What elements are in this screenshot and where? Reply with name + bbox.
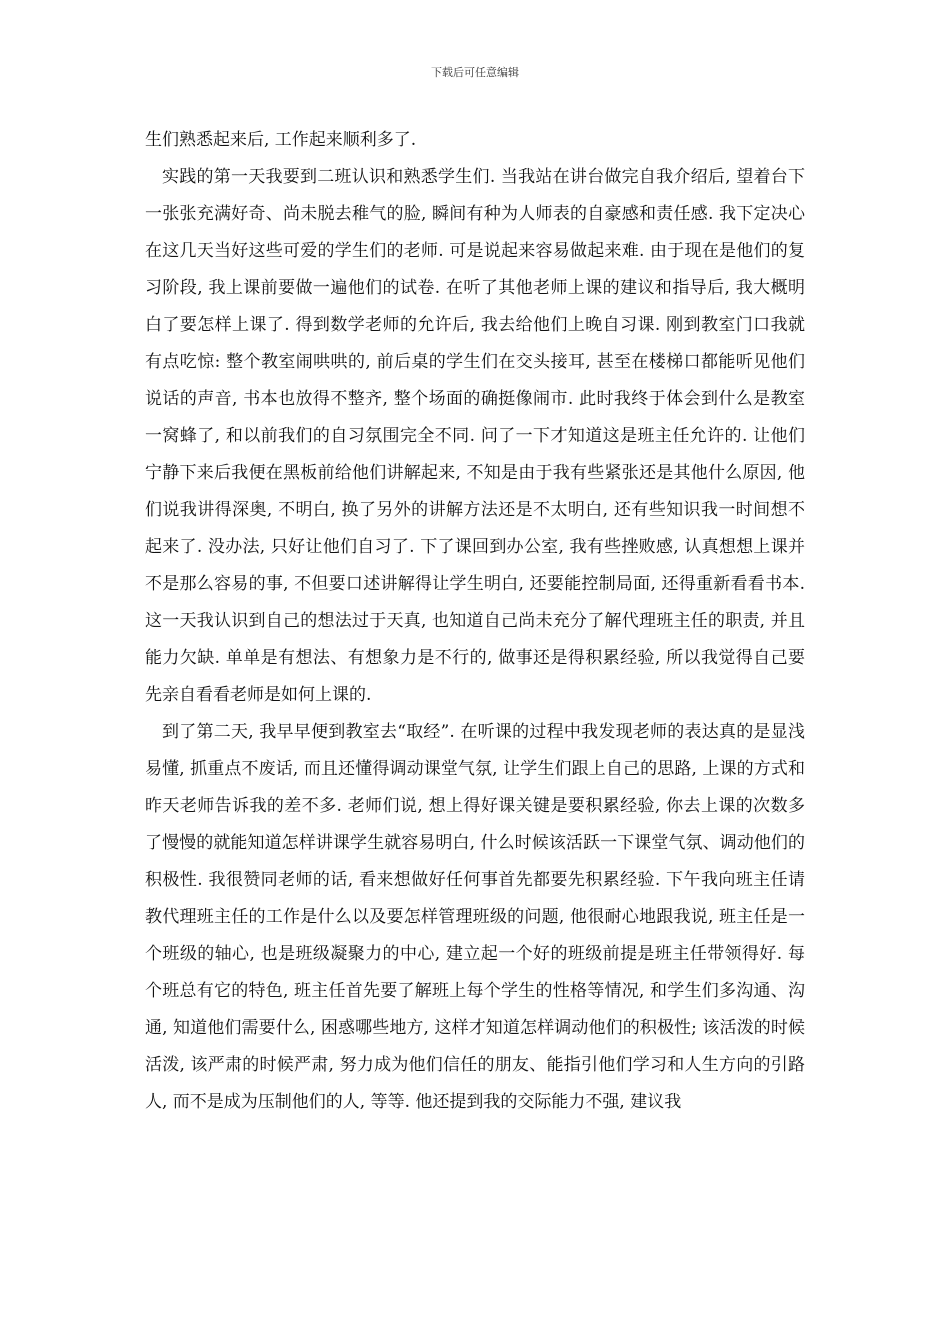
page-header: 下载后可任意编辑: [431, 66, 519, 79]
paragraph-second-day: 到了第二天, 我早早便到教室去“取经”. 在听课的过程中我发现老师的表达真的是显浅易懂, 抓重点不废话, 而且还懂得调动课堂气氛, 让学生们跟上自己的思路, 上课的方式和昨天老师告诉我的差不多. 老师们说, 想上得好课关键是要积累经验, 你去上课的次数多了慢慢的就能知道怎样讲课学生就容易明白, 什么时候该活跃一下课堂气氛、调动他们的积极性. 我很赞同老师的话, 看来想做好任何事首先都要先积累经验. 下午我向班主任请教代理班主任的工作是什么以及要怎样管理班级的问题, 他很耐心地跟我说, 班主任是一个班级的轴心, 也是班级凝聚力的中心, 建立起一个好的班级前提是班主任带领得好. 每个班总有它的特色, 班主任首先要了解班上每个学生的性格等情况, 和学生们多沟通、沟通, 知道他们需要什么, 困惑哪些地方, 这样才知道怎样调动他们的积极性; 该活泼的时候活泼, 该严肃的时候严肃, 努力成为他们信任的朋友、能指引他们学习和人生方向的引路人, 而不是成为压制他们的人, 等等. 他还提到我的交际能力不强, 建议我: [145, 722, 805, 1112]
paragraph-first-day: 实践的第一天我要到二班认识和熟悉学生们. 当我站在讲台做完自我介绍后, 望着台下一张张充满好奇、尚未脱去稚气的脸, 瞬间有种为人师表的自豪感和责任感. 我下定决心在这几天当好这些可爱的学生们的老师. 可是说起来容易做起来难. 由于现在是他们的复习阶段, 我上课前要做一遍他们的试卷. 在听了其他老师上课的建议和指导后, 我大概明白了要怎样上课了. 得到数学老师的允许后, 我去给他们上晚自习课. 刚到教室门口我就有点吃惊: 整个教室闹哄哄的, 前后桌的学生们在交头接耳, 甚至在楼梯口都能听见他们说话的声音, 书本也放得不整齐, 整个场面的确挺像闹市. 此时我终于体会到什么是教室一窝蜂了, 和以前我们的自习氛围完全不同. 问了一下才知道这是班主任允许的. 让他们宁静下来后我便在黑板前给他们讲解起来, 不知是由于我有些紧张还是其他什么原因, 他们说我讲得深奥, 不明白, 换了另外的讲解方法还是不太明白, 还有些知识我一时间想不起来了. 没办法, 只好让他们自习了. 下了课回到办公室, 我有些挫败感, 认真想想上课并不是那么容易的事, 不但要口述讲解得让学生明白, 还要能控制局面, 还得重新看看书本. 这一天我认识到自己的想法过于天真, 也知道自己尚未充分了解代理班主任的职责, 并且能力欠缺. 单单是有想法、有想象力是不行的, 做事还是得积累经验, 所以我觉得自己要先亲自看看老师是如何上课的.: [145, 167, 805, 705]
document-body: [145, 122, 805, 1121]
paragraph-continuation: 生们熟悉起来后, 工作起来顺利多了.: [145, 130, 417, 150]
